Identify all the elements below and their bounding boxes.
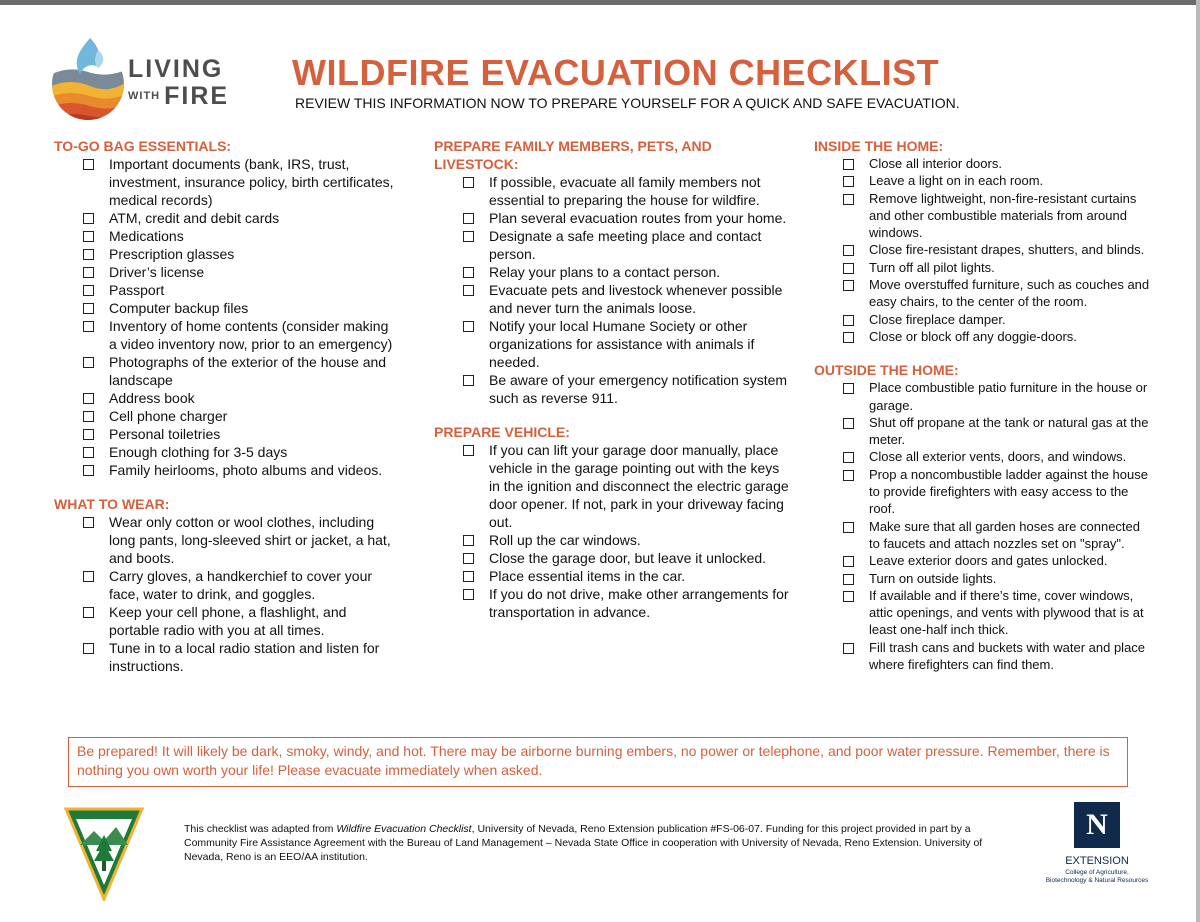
checkbox-icon[interactable]	[463, 589, 474, 600]
checklist-item	[814, 552, 1154, 569]
item-text: Place essential items in the car.	[489, 568, 686, 584]
brand-living: LIVING	[128, 55, 224, 83]
checklist-item	[54, 639, 394, 675]
checkbox-icon[interactable]	[843, 556, 854, 567]
brand-with: WITH	[128, 90, 161, 102]
checklist-item	[54, 245, 394, 263]
item-text: Close fireplace damper.	[869, 311, 1006, 327]
checkbox-icon[interactable]	[83, 249, 94, 260]
page-top-edge	[0, 0, 1200, 5]
section-heading: PREPARE VEHICLE:	[434, 424, 570, 440]
checklist-item	[814, 587, 1154, 639]
item-text: ATM, credit and debit cards	[109, 210, 280, 226]
checklist-item	[814, 379, 1154, 414]
checklist-item	[814, 414, 1154, 449]
section-heading: OUTSIDE THE HOME:	[814, 362, 959, 379]
checklist	[54, 155, 394, 479]
checkbox-icon[interactable]	[83, 159, 94, 170]
checkbox-icon[interactable]	[463, 445, 474, 456]
item-text: Photographs of the exterior of the house and landscape	[109, 354, 387, 388]
brand-wordmark	[128, 56, 229, 108]
checkbox-icon[interactable]	[843, 591, 854, 602]
section-family-pets-livestock	[434, 137, 794, 407]
checklist-item	[814, 276, 1154, 311]
item-text: Address book	[109, 390, 195, 406]
checkbox-icon[interactable]	[83, 213, 94, 224]
item-text: Close all exterior vents, doors, and windows.	[869, 449, 1127, 465]
item-text: Close fire-resistant drapes, shutters, and blinds.	[869, 242, 1145, 258]
footer-part1: This checklist was adapted from	[184, 823, 337, 835]
item-text: Shut off propane at the tank or natural gas at the meter.	[869, 414, 1149, 448]
column-left	[54, 137, 394, 691]
checklist	[434, 173, 794, 407]
checkbox-icon[interactable]	[843, 383, 854, 394]
checklist-item	[54, 567, 394, 603]
checklist-item	[54, 389, 394, 407]
item-text: Turn off all pilot lights.	[869, 259, 995, 275]
extension-subtitle	[1032, 869, 1162, 885]
checkbox-icon[interactable]	[843, 418, 854, 429]
blm-badge-logo	[64, 805, 144, 901]
checkbox-icon[interactable]	[83, 465, 94, 476]
page-right-edge	[1196, 0, 1200, 922]
checkbox-icon[interactable]	[463, 571, 474, 582]
checklist-item	[814, 639, 1154, 674]
item-text: Remove lightweight, non-fire-resistant curtains and other combustible materials from around windows.	[869, 190, 1137, 241]
checkbox-icon[interactable]	[843, 643, 854, 654]
checklist-item	[54, 155, 394, 209]
item-text: Close all interior doors.	[869, 156, 1002, 171]
checkbox-icon[interactable]	[843, 263, 854, 274]
checklist-item	[434, 531, 794, 549]
checkbox-icon[interactable]	[83, 285, 94, 296]
section-heading: INSIDE THE HOME:	[814, 138, 944, 154]
item-text: Be aware of your emergency notification system such as reverse 911.	[489, 372, 788, 406]
checkbox-icon[interactable]	[843, 332, 854, 343]
section-what-to-wear	[54, 495, 394, 675]
item-text: If you can lift your garage door manually, place vehicle in the garage pointing out with the keys in the ignition and disconnect the electric garage door opener. If not, park in your driveway facing out.	[489, 442, 789, 530]
item-text: Inventory of home contents (consider making a video inventory now, prior to an emergency)	[109, 318, 393, 352]
checklist-item	[54, 353, 394, 389]
checklist-item	[434, 281, 794, 317]
item-text: Carry gloves, a handkerchief to cover your face, water to drink, and goggles.	[109, 568, 373, 602]
checkbox-icon[interactable]	[83, 393, 94, 404]
checkbox-icon[interactable]	[83, 231, 94, 242]
item-text: Computer backup files	[109, 300, 249, 316]
item-text: If possible, evacuate all family members not essential to preparing the house for wildfire.	[489, 174, 761, 208]
item-text: Cell phone charger	[109, 408, 228, 424]
checkbox-icon[interactable]	[463, 285, 474, 296]
footer-credits	[184, 822, 1024, 864]
checkbox-icon[interactable]	[463, 267, 474, 278]
checklist-item	[54, 407, 394, 425]
column-middle	[434, 137, 794, 637]
checklist-item	[814, 259, 1154, 276]
checklist-item	[54, 425, 394, 443]
section-heading: TO-GO BAG ESSENTIALS:	[54, 138, 232, 154]
page-title: WILDFIRE EVACUATION CHECKLIST	[292, 52, 940, 93]
checklist-item	[814, 190, 1154, 242]
checkbox-icon[interactable]	[83, 303, 94, 314]
checklist	[54, 513, 394, 675]
item-text: Turn on outside lights.	[869, 570, 997, 586]
item-text: Close the garage door, but leave it unlocked.	[489, 550, 767, 566]
checkbox-icon[interactable]	[843, 470, 854, 481]
checkbox-icon[interactable]	[843, 159, 854, 170]
item-text: Family heirlooms, photo albums and videos.	[109, 462, 383, 478]
item-text: Enough clothing for 3-5 days	[109, 444, 288, 460]
section-heading: PREPARE FAMILY MEMBERS, PETS, AND LIVESTOCK:	[434, 138, 712, 172]
checkbox-icon[interactable]	[83, 447, 94, 458]
checklist-item	[54, 603, 394, 639]
checkbox-icon[interactable]	[843, 245, 854, 256]
extension-sub-line1: College of Agriculture,	[1065, 869, 1129, 876]
checklist-item	[814, 570, 1154, 587]
checklist-item	[434, 585, 794, 621]
item-text: If you do not drive, make other arrangements for transportation in advance.	[489, 586, 789, 620]
checklist-item	[814, 311, 1154, 328]
checklist-item	[434, 371, 794, 407]
checkbox-icon[interactable]	[463, 553, 474, 564]
checkbox-icon[interactable]	[83, 321, 94, 332]
checklist-item	[434, 173, 794, 209]
nevada-n-logo	[1074, 802, 1120, 848]
checkbox-icon[interactable]	[843, 315, 854, 326]
item-text: Close or block off any doggie-doors.	[869, 328, 1077, 344]
checklist-item	[54, 263, 394, 281]
checklist-item	[814, 518, 1154, 553]
checklist-item	[814, 155, 1154, 172]
item-text: Make sure that all garden hoses are connected to faucets and attach nozzles set on "spray".	[869, 518, 1141, 551]
item-text: Evacuate pets and livestock whenever possible and never turn the animals loose.	[489, 282, 783, 316]
checklist	[814, 155, 1154, 345]
item-text: Prescription glasses	[109, 246, 235, 262]
checkbox-icon[interactable]	[463, 375, 474, 386]
checklist	[814, 379, 1154, 673]
footer-part2: , University of Nevada, Reno Extension publication #FS-06-07. Funding for this project provided in part by a Community Fire Assistance Agreement with the Bureau of Land Management – Nevada State Office in cooperation with University of Nevada, Reno Extension. University of Nevada, Reno is an EEO/AA institution.	[184, 823, 983, 863]
extension-sub-line2: Biotechnology & Natural Resources	[1045, 877, 1149, 884]
nevada-n-letter: N	[1086, 808, 1108, 841]
checkbox-icon[interactable]	[83, 607, 94, 618]
item-text: Leave exterior doors and gates unlocked.	[869, 553, 1108, 569]
section-prepare-vehicle	[434, 423, 794, 621]
checklist-item	[434, 441, 794, 531]
checklist-item	[54, 209, 394, 227]
section-heading: WHAT TO WEAR:	[54, 496, 170, 512]
checkbox-icon[interactable]	[843, 452, 854, 463]
item-text: Move overstuffed furniture, such as couches and easy chairs, to the center of the room.	[869, 277, 1150, 310]
checklist-item	[434, 567, 794, 585]
item-text: Relay your plans to a contact person.	[489, 264, 721, 280]
checklist-item	[54, 461, 394, 479]
item-text: Plan several evacuation routes from your home.	[489, 210, 787, 226]
checklist-item	[814, 172, 1154, 189]
checkbox-icon[interactable]	[83, 357, 94, 368]
section-to-go-bag	[54, 137, 394, 479]
checkbox-icon[interactable]	[843, 176, 854, 187]
checklist-item	[54, 443, 394, 461]
item-text: Notify your local Humane Society or other organizations for assistance with animals if needed.	[489, 318, 755, 370]
item-text: Tune in to a local radio station and listen for instructions.	[109, 640, 380, 674]
item-text: Keep your cell phone, a flashlight, and portable radio with you at all times.	[109, 604, 347, 638]
checklist-item	[434, 227, 794, 263]
item-text: Fill trash cans and buckets with water and place where firefighters can find them.	[869, 639, 1146, 673]
footer-publication-title: Wildfire Evacuation Checklist	[336, 823, 472, 835]
checklist-item	[814, 466, 1154, 518]
checkbox-icon[interactable]	[463, 177, 474, 188]
item-text: Leave a light on in each room.	[869, 173, 1044, 189]
checkbox-icon[interactable]	[843, 280, 854, 291]
checkbox-icon[interactable]	[463, 535, 474, 546]
item-text: Driver’s license	[109, 264, 205, 280]
checklist-item	[54, 317, 394, 353]
checklist-item	[814, 328, 1154, 345]
checkbox-icon[interactable]	[83, 411, 94, 422]
checklist-item	[54, 299, 394, 317]
section-inside-home	[814, 137, 1154, 345]
checklist-item	[814, 241, 1154, 258]
warning-box: Be prepared! It will likely be dark, smoky, windy, and hot. There may be airborne burning embers, no power or telephone, and poor water pressure. Remember, there is nothing you own worth your life! Please evacuate immediately when asked.	[68, 737, 1128, 787]
checkbox-icon[interactable]	[83, 517, 94, 528]
page-subtitle: REVIEW THIS INFORMATION NOW TO PREPARE YOURSELF FOR A QUICK AND SAFE EVACUATION.	[295, 95, 960, 111]
item-text: Personal toiletries	[109, 426, 221, 442]
item-text: Prop a noncombustible ladder against the house to provide firefighters with easy access to the roof.	[869, 466, 1148, 517]
checklist-item	[434, 549, 794, 567]
checkbox-icon[interactable]	[463, 231, 474, 242]
brand-fire: FIRE	[164, 82, 230, 110]
item-text: Wear only cotton or wool clothes, including long pants, long-sleeved shirt or jacket, a hat, and boots.	[109, 514, 391, 566]
item-text: If available and if there’s time, cover windows, attic openings, and vents with plywood that is at least one-half inch thick.	[869, 587, 1144, 638]
checkbox-icon[interactable]	[83, 429, 94, 440]
column-right	[814, 137, 1154, 689]
checklist-item	[434, 209, 794, 227]
checklist	[434, 441, 794, 621]
checklist-item	[434, 263, 794, 281]
checklist-item	[54, 513, 394, 567]
checklist-item	[54, 227, 394, 245]
checkbox-icon[interactable]	[83, 571, 94, 582]
section-outside-home	[814, 361, 1154, 673]
item-text: Roll up the car windows.	[489, 532, 641, 548]
checkbox-icon[interactable]	[843, 194, 854, 205]
item-text: Medications	[109, 228, 184, 244]
checklist-item	[54, 281, 394, 299]
item-text: Designate a safe meeting place and contact person.	[489, 228, 762, 262]
checkbox-icon[interactable]	[463, 213, 474, 224]
checkbox-icon[interactable]	[463, 321, 474, 332]
checkbox-icon[interactable]	[83, 643, 94, 654]
item-text: Passport	[109, 282, 165, 298]
item-text: Place combustible patio furniture in the house or garage.	[869, 380, 1148, 413]
item-text: Important documents (bank, IRS, trust, investment, insurance policy, birth certificates, medical records)	[109, 156, 394, 208]
checklist-item	[434, 317, 794, 371]
extension-wordmark: EXTENSION	[1065, 855, 1129, 867]
checkbox-icon[interactable]	[843, 574, 854, 585]
checklist-item	[814, 448, 1154, 465]
checkbox-icon[interactable]	[83, 267, 94, 278]
checkbox-icon[interactable]	[843, 522, 854, 533]
